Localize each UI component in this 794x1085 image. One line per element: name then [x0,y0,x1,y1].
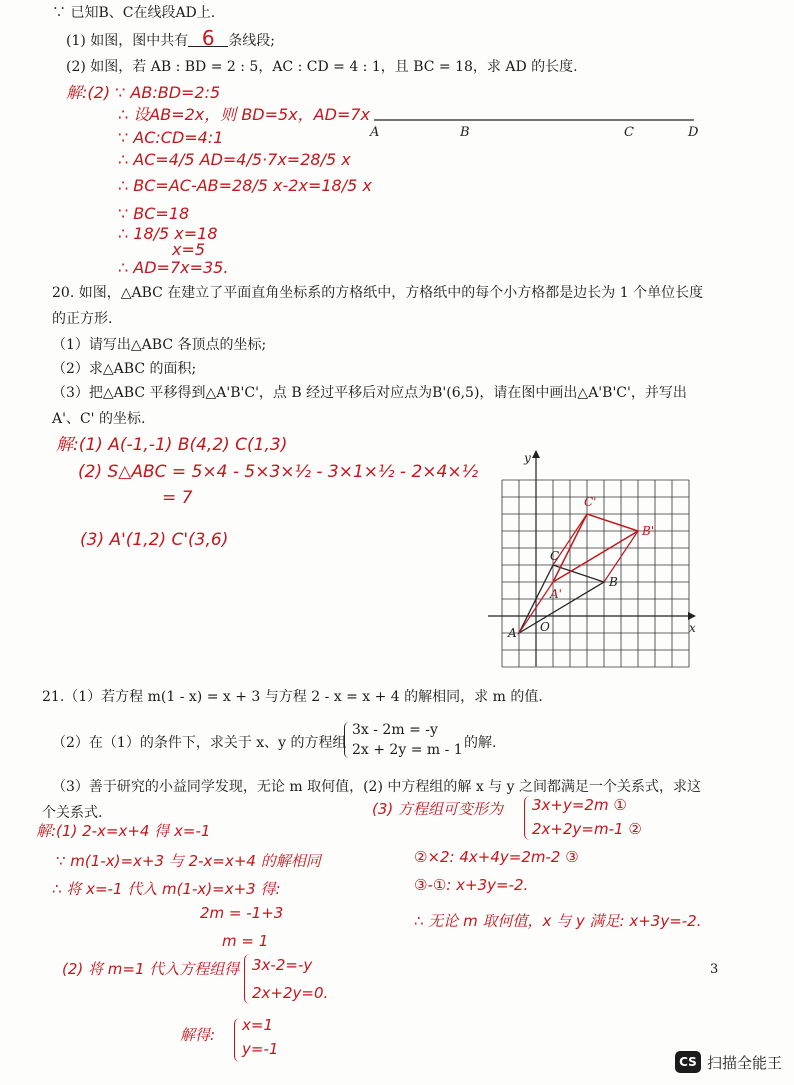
q21-sol-left: y=-1 [242,1040,279,1058]
q21-sol-left: m = 1 [222,932,269,950]
q21-sol-left: ∴ 将 x=-1 代入 m(1-x)=x+3 得: [52,880,281,898]
q19-part1-text-a: (1) 如图，图中共有 [66,33,189,49]
q21-sol-right: ③-①: x+3y=-2. [414,876,529,894]
q21-sol-left: ∵ m(1-x)=x+3 与 2-x=x+4 的解相同 [56,852,321,870]
q20-stem-2: 的正方形. [52,311,113,327]
segment-label-c: C [624,125,634,140]
scanner-name: 扫描全能王 [706,1053,782,1072]
q21-part3-a: （3）善于研究的小益同学发现，无论 m 取何值，(2) 中方程组的解 x 与 y 之间都满足一个关系式，求这 [52,779,701,795]
q19-sol-line: ∵ AC:CD=4:1 [118,128,224,147]
q20-sol-4: (3) A'(1,2) C'(3,6) [80,530,229,550]
point-label-c-prime: C' [584,495,597,509]
q21-sol-right: ∴ 无论 m 取何值，x 与 y 满足: x+3y=-2. [414,912,702,930]
q21-system-eq1: 3x - 2m = -y [352,722,438,738]
q19-part1-answer: 6 [188,30,228,47]
q19-sol-line: ∴ AD=7x=35. [118,258,229,277]
q19-intro: ∵ 已知B、C在线段AD上. [52,5,216,21]
coordinate-grid [486,446,706,672]
q21-sol-right: (3) 方程组可变形为 [372,800,504,818]
q21-part2-text-a: （2）在（1）的条件下，求关于 x、y 的方程组 [52,735,347,751]
origin-label: O [540,620,550,634]
q20-sol-2: (2) S△ABC = 5×4 - 5×3×½ - 3×1×½ - 2×4×½ [78,462,479,482]
q20-part3-b: A'、C' 的坐标. [52,411,146,427]
q21-sol-brace-3 [524,796,531,840]
scanner-logo-icon: CS [675,1051,701,1073]
q21-sol-right: 3x+y=2m ① [532,796,627,814]
q21-sol-left: 解得: [180,1026,216,1044]
page-number: 3 [710,962,719,977]
point-label-c: C [550,549,560,563]
point-label-a: A [508,626,517,640]
q21-sol-left: x=1 [242,1016,273,1034]
x-axis-arrow [688,612,696,620]
q20-part3-a: （3）把△ABC 平移得到△A'B'C'，点 B 经过平移后对应点为B'(6,5)，请在图中画出△A'B'C'，并写出 [52,385,687,401]
q19-part2: (2) 如图，若 AB : BD = 2 : 5，AC : CD = 4 : 1，且 BC = 18，求 AD 的长度. [66,59,578,75]
q20-part2: （2）求△ABC 的面积; [52,361,197,377]
q21-sol-right: ②×2: 4x+4y=2m-2 ③ [414,848,579,866]
q21-sol-left: 解:(1) 2-x=x+4 得 x=-1 [36,822,211,840]
q21-part3-b: 个关系式. [42,805,103,821]
point-label-b-prime: B' [642,524,655,538]
point-label-b: B [609,575,618,589]
x-axis-label: x [689,621,696,635]
q20-sol-1: 解:(1) A(-1,-1) B(4,2) C(1,3) [56,435,288,455]
segment-label-d: D [688,125,699,140]
scanner-watermark [675,1051,782,1073]
y-axis-arrow [532,450,540,458]
q21-part1: 21.（1）若方程 m(1 - x) = x + 3 与方程 2 - x = x + 4 的解相同，求 m 的值. [42,689,543,705]
q19-part1 [66,26,275,50]
q21-sol-right: 2x+2y=m-1 ② [532,820,642,838]
q19-part1-text-b: 条线段; [228,33,275,49]
q20-stem-1: 20. 如图，△ABC 在建立了平面直角坐标系的方格纸中，方格纸中的每个小方格都是边长为 1 个单位长度 [52,285,704,301]
q20-sol-3: = 7 [162,488,193,508]
q19-sol-line: 解:(2) ∵ AB:BD=2:5 [66,83,221,102]
q19-sol-line: ∴ AC=4/5 AD=4/5·7x=28/5 x [118,150,351,169]
q19-sol-line: x=5 [172,240,206,259]
q19-sol-line: ∴ 设AB=2x，则 BD=5x，AD=7x [118,105,371,124]
y-axis-label: y [524,451,531,465]
q21-system-brace [344,722,351,758]
q21-sol-brace-2 [234,1018,241,1062]
q19-sol-line: ∴ BC=AC-AB=28/5 x-2x=18/5 x [118,176,372,195]
q21-sol-left: 2m = -1+3 [200,904,284,922]
q21-sol-left: (2) 将 m=1 代入方程组得 [62,960,240,978]
point-label-a-prime: A' [550,587,562,601]
q21-sol-brace-1 [244,954,251,1004]
q19-sol-line: ∵ BC=18 [118,204,190,223]
q21-system-eq2: 2x + 2y = m - 1 [352,742,463,758]
segment-diagram [360,112,710,142]
q20-part1: （1）请写出△ABC 各顶点的坐标; [52,337,267,353]
q21-sol-left: 2x+2y=0. [252,984,329,1002]
q21-part2-text-b: 的解. [464,735,497,751]
q21-part2 [52,732,347,752]
segment-label-b: B [460,125,470,140]
q19-sol-line: ∴ 18/5 x=18 [118,224,218,243]
q21-sol-left: 3x-2=-y [252,956,313,974]
segment-label-a: A [370,125,380,140]
